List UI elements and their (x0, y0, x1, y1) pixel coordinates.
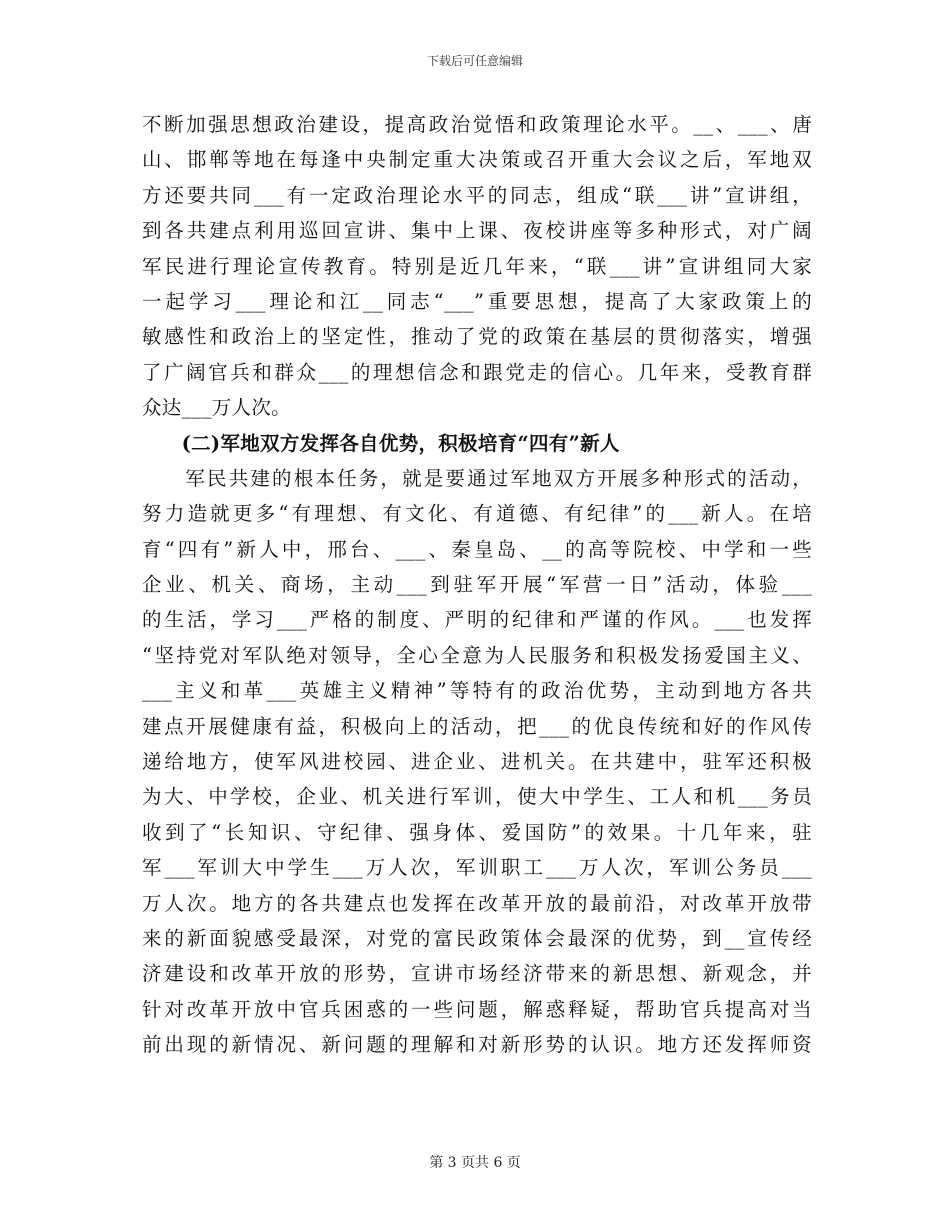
page-header: 下载后可任意编辑 (426, 54, 523, 68)
section-heading (142, 426, 812, 461)
text-line: 方还要共同___有一定政治理论水平的同志，组成“联___讲”宣讲组， (142, 183, 812, 207)
text-line: 山、邯郸等地在每逢中央制定重大决策或召开重大会议之后，军地双 (142, 148, 812, 172)
text-line: 不断加强思想政治建设，提高政治觉悟和政策理论水平。__、___、唐 (142, 113, 812, 136)
text-line: 济建设和改革开放的形势，宣讲市场经济带来的新思想、新观念，并 (142, 962, 812, 986)
page-footer: 第 3 页共 6 页 (429, 1155, 521, 1171)
text-line: 军___军训大中学生___万人次，军训职工___万人次，军训公务员___ (142, 856, 812, 880)
text-line: 前出现的新情况、新问题的理解和对新形势的认识。地方还发挥师资 (142, 1033, 812, 1057)
heading-text: (二)军地双方发挥各自优势，积极培育“四有”新人 (142, 431, 620, 455)
text-line: 敏感性和政治上的坚定性，推动了党的政策在基层的贯彻落实，增强 (142, 325, 812, 349)
text-line: 递给地方，使军风进校园、进企业、进机关。在共建中，驻军还积极 (142, 750, 812, 774)
text-line: 军民共建的根本任务，就是要通过军地双方开展多种形式的活动， (142, 466, 812, 490)
text-line: 育“四有”新人中，邢台、___、秦皇岛、__的高等院校、中学和一些 (142, 537, 812, 561)
text-line: 到各共建点利用巡回宣讲、集中上课、夜校讲座等多种形式，对广阔 (142, 219, 812, 243)
text-line: 了广阔官兵和群众___的理想信念和跟党走的信心。几年来，受教育群 (142, 360, 812, 384)
text-line: 万人次。地方的各共建点也发挥在改革开放的最前沿，对改革开放带 (142, 891, 812, 915)
text-line: 为大、中学校，企业、机关进行军训，使大中学生、工人和机___务员 (142, 785, 812, 809)
text-line: 收到了“长知识、守纪律、强身体、爱国防”的效果。十几年来，驻 (142, 820, 812, 844)
text-line: 众达___万人次。 (142, 396, 291, 420)
text-line: 军民进行理论宣传教育。特别是近几年来，“联___讲”宣讲组同大家 (142, 254, 812, 278)
text-line: 建点开展健康有益，积极向上的活动，把___的优良传统和好的作风传 (142, 714, 812, 738)
text-line: 的生活，学习___严格的制度、严明的纪律和严谨的作风。___也发挥 (142, 608, 812, 632)
paragraph (142, 107, 812, 426)
text-line: “坚持党对军队绝对领导，全心全意为人民服务和积极发扬爱国主义、 (142, 643, 812, 667)
paragraph (142, 461, 812, 1063)
text-line: ___主义和革___英雄主义精神”等特有的政治优势，主动到地方各共 (142, 679, 812, 703)
text-line: 来的新面貌感受最深，对党的富民政策体会最深的优势，到__宣传经 (142, 926, 812, 950)
text-line: 针对改革开放中官兵困惑的一些问题，解惑释疑，帮助官兵提高对当 (142, 997, 812, 1021)
text-line: 努力造就更多“有理想、有文化、有道德、有纪律”的___新人。在培 (142, 502, 812, 526)
document-body (142, 107, 812, 1063)
text-line: 一起学习___理论和江__同志“___”重要思想，提高了大家政策上的 (142, 289, 812, 313)
text-line: 企业、机关、商场，主动___到驻军开展“军营一日”活动，体验___ (142, 573, 812, 597)
